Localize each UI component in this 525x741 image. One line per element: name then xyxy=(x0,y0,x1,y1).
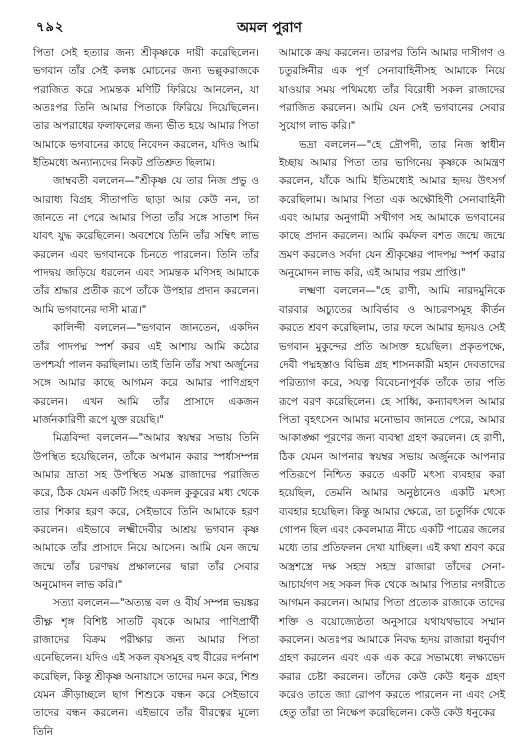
paragraph: পিতা সেই হত্যার জন্য শ্রীকৃষ্ণকে দায়ী করেছিলেন। ভগবান তাঁর সেই কলঙ্ক মোচনের জন্য ভল্লুকরাজকে পরাজিত করে স্যমন্তক মণিটি ফিরিয়ে আনলেন, যা অতঃপর তিনি আমার পিতাকে ফিরিয়ে দিয়েছিলেন। তার অপরাধের ফলাফলের জন্য ভীত হয়ে আমার পিতা আমাকে ভগবানের কাছে নিবেদন করলেন, যদিও আমি ইতিমধ্যে অন্যান্যদের নিকট প্রতিশ্রুত ছিলাম। xyxy=(33,47,259,170)
right-column xyxy=(279,44,505,719)
paragraph: আমাকে ক্রয় করলেন। তারপর তিনি আমার দাসীগণ ও চতুরঙ্গিনীর এক পূর্ণ সেনাবাহিনীসহ আমাকে নিয়ে যাওয়ার সময় পথিমধ্যে তাঁর বিরোধী সকল রাজাদের পরাজিত করলেন। আমি যেন সেই ভগবানের সেবার সুযোগ লাভ করি।" xyxy=(279,47,505,133)
paragraph: কালিন্দী বললেন—"ভগবান জানতেন, একদিন তাঁর পাদপদ্ম স্পর্শ করব এই আশায় আমি কঠোর তপশ্চর্যা পালন করছিলাম। তাই তিনি তাঁর সখা অর্জুনের সঙ্গে আমার কাছে আগমন করে আমার পাণিগ্রহণ করলেন। এখন আমি তাঁর প্রাসাদে একজন মার্জনকারিণী রূপে যুক্ত রয়েছি।" xyxy=(33,322,259,426)
text-columns xyxy=(33,44,505,738)
paragraph: জাম্ববতী বললেন—"শ্রীকৃষ্ণ যে তার নিজ প্রভু ও আরাধ্য বিগ্রহ সীতাপতি ছাড়া আর কেউ নন, তা জানতে না পেরে আমার পিতা তাঁর সঙ্গে সাতাশ দিন যাবৎ যুদ্ধ করেছিলেন। অবশেষে তিনি তাঁর সম্বিৎ লাভ করলেন এবং ভগবানকে চিনতে পারলেন। তিনি তাঁর পাদদ্বয় জড়িয়ে ধরলেন এবং স্যমন্তক মণিসহ আমাকে তাঁর শ্রদ্ধার প্রতীক রূপে তাঁকে উপহার প্রদান করলেন। আমি ভগবানের দাসী মাত্র।" xyxy=(33,175,259,316)
paragraph: ভদ্রা বললেন—"হে দ্রৌপদী, তার নিজ স্বাধীন ইচ্ছায় আমার পিতা তার ভাগিনেয় কৃষ্ণকে আমন্ত্রণ করলেন, যাঁকে আমি ইতিমধ্যেই আমার হৃদয় উৎসর্গ করেছিলাম। আমার পিতা এক অক্ষৌহিণী সেনাবাহিনী এবং আমার অনুগামী সখীগণ সহ আমাকে ভগবানের কাছে প্রদান করলেন। আমি কর্মফল বশত জন্মে জন্মে ভ্রমণ করলেও সর্বদা যেন শ্রীকৃষ্ণের পাদপদ্ম স্পর্শ করার অনুমোদন লাভ করি, এই আমার পরম প্রাপ্তি।" xyxy=(279,138,505,280)
page-number: ৭৯২ xyxy=(36,20,65,35)
left-column xyxy=(33,44,259,738)
paragraph: সত্যা বললেন—"অত্যন্ত বল ও বীর্য সম্পন্ন ভয়ঙ্কর তীক্ষ্ণ শৃঙ্গ বিশিষ্ট সাতটি বৃষকে আমার পাণিপ্রার্থী রাজাদের বিক্রম পরীক্ষার জন্য আমার পিতা এনেছিলেন। যদিও এই সকল বৃষসমূহ বহু বীরের দর্পনাশ করেছিল, কিন্তু শ্রীকৃষ্ণ অনায়াসে তাদের দমন করে, শিশু যেমন ক্রীড়াচ্ছলে ছাগ শিশুকে বন্ধন করে সেইভাবে তাদের বন্ধন করলেন। এইভাবে তাঁর বীরত্বের মূল্যে তিনি xyxy=(33,597,259,738)
page-header xyxy=(36,14,503,36)
paragraph: লক্ষ্মণা বললেন—"হে রাণী, আমি নারদমুনিকে বারবার অচ্যুতের আবির্ভাব ও আচরণসমূহ কীর্তন করতে শ্রবণ করেছিলাম, তার ফলে আমার হৃদয়ও সেই ভগবান মুকুন্দের প্রতি আসক্ত হয়েছিল। প্রকৃতপক্ষে, দেবী পদ্মহস্তাও বিভিন্ন গ্রহ শাসনকারী মহান দেবতাদের পরিত্যাগ করে, সযত্ন বিবেচনাপূর্বক তাঁকে তার পতি রূপে বরণ করেছিলেন। হে সাধ্বি, কন্যাবৎসল আমার পিতা বৃহৎসেন আমার মনোভাব জানতে পেরে, আমার আকাঙ্ক্ষা পূরণের জন্য ব্যবস্থা গ্রহণ করলেন। হে রাণী, ঠিক যেমন আপনার স্বয়ম্বর সভায় অর্জুনকে আপনার পতিরূপে নিশ্চিত করতে একটি মৎস্য ব্যবহার করা হয়েছিল, তেমনি আমার অনুষ্ঠানেও একটি মৎস্য ব্যবহার হয়েছিল। কিন্তু আমার ক্ষেত্রে, তা চতুর্দিক থেকে গোপন ছিল এবং কেবলমাত্র নীচে একটি পাত্রের জলের মধ্যে তার প্রতিফলন দেখা যাচ্ছিল। এই কথা শ্রবণ করে অস্ত্রশস্ত্রে দক্ষ সহস্র সহস্র রাজারা তাঁদের সেনা-আচার্যগণ সহ সকল দিক থেকে আমার পিতার নগরীতে আগমন করলেন। আমার পিতা প্রত্যেক রাজাকে তাদের শক্তি ও বয়োজ্যেষ্ঠতা অনুসারে যথাযথভাবে সম্মান করলেন। অতঃপর আমাকে নিবদ্ধ হৃদয় রাজারা ধনুর্বাণ গ্রহণ করলেন এবং এক এক করে সভামধ্যে লক্ষ্যভেদ করার চেষ্টা করলেন। তাঁদের কেউ কেউ ধনুক গ্রহণ করেও তাতে জ্যা রোপণ করতে পারলেন না এবং সেই হেতু তাঁরা তা নিক্ষেপ করেছিলেন। কেউ কেউ ধনুকের xyxy=(279,285,505,720)
running-title: অমল পুরাণ xyxy=(237,20,302,36)
paragraph: মিত্রবিন্দা বললেন—"আমার স্বয়ম্বর সভায় তিনি উপস্থিত হয়েছিলেন, তাঁকে অপমান করার স্পর্ধাসম্পন্ন আমার ভ্রাতা সহ উপস্থিত সমস্ত রাজাদের পরাজিত করে, ঠিক যেমন একটি সিংহ একদল কুকুরের মধ্য থেকে তার শিকার হরণ করে, সেইভাবে তিনি আমাকে হরণ করলেন। এইভাবে লক্ষ্মীদেবীর আশ্রয় ভগবান কৃষ্ণ আমাকে তাঁর প্রাসাদে নিয়ে আসেন। আমি যেন জন্মে জন্মে তাঁর চরণদ্বয় প্রক্ষালনের দ্বারা তাঁর সেবার অনুমোদন লাভ করি।" xyxy=(33,432,259,591)
